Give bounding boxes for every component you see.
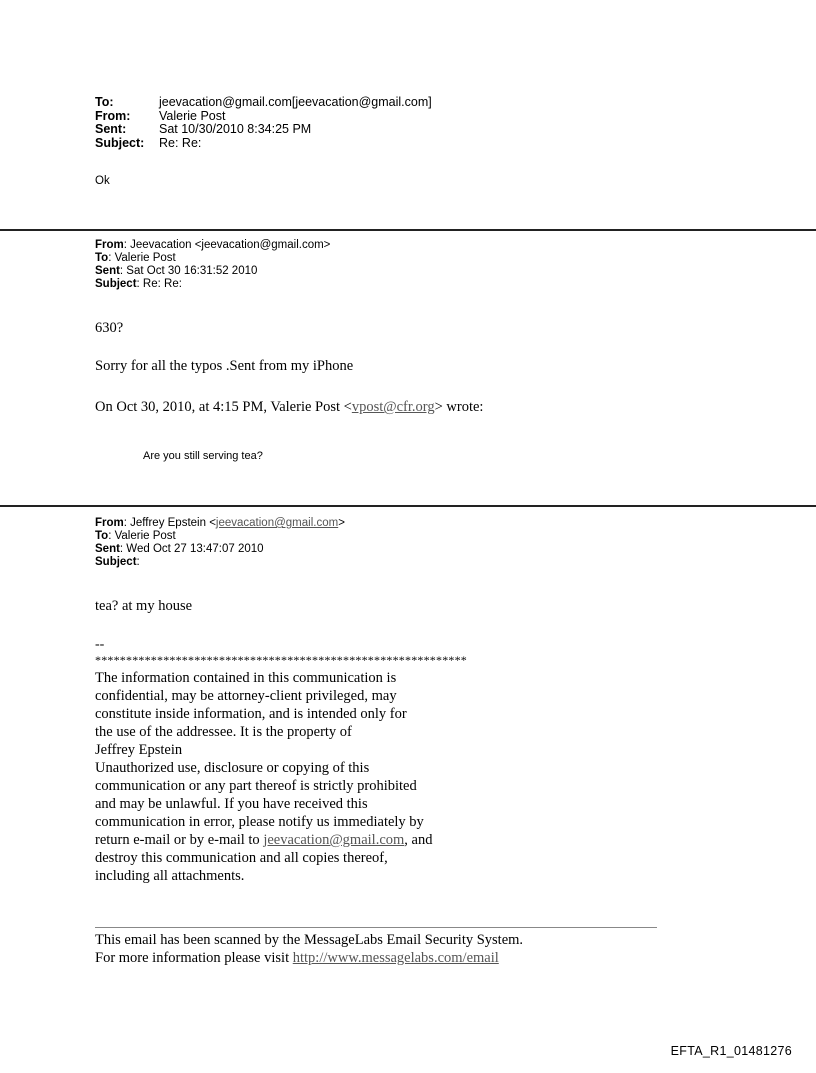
separator-rule (0, 229, 816, 231)
email3-header (95, 517, 345, 569)
to-label: To: (95, 95, 114, 109)
from-value: : Jeffrey Epstein < (123, 517, 216, 529)
scan-notice (95, 931, 523, 967)
scan-line: This email has been scanned by the MessageLabs Email Security System. (95, 932, 524, 948)
email1-header (95, 96, 432, 150)
from-value: Valerie Post (159, 108, 226, 123)
from-value-suffix: > (338, 517, 345, 529)
disclaimer-line: Jeffrey Epstein (95, 742, 183, 758)
email2-header (95, 239, 330, 291)
email1-body: Ok (95, 175, 110, 187)
document-id: EFTA_R1_01481276 (670, 1044, 792, 1058)
disclaimer-line: Unauthorized use, disclosure or copying of this (95, 760, 370, 776)
disclaimer-text: , and (404, 832, 433, 848)
disclaimer (95, 669, 515, 885)
disclaimer-line (95, 831, 515, 849)
sent-row (95, 123, 432, 137)
email3-body: tea? at my house (95, 598, 193, 614)
scan-divider (95, 927, 657, 928)
email3-subject-row (95, 556, 345, 569)
subject-label: Subject (95, 556, 137, 568)
from-value: : Jeevacation <jeevacation@gmail.com> (123, 239, 331, 251)
to-label: To (95, 530, 109, 542)
email2-body-line1: 630? (95, 320, 124, 336)
subject-row (95, 137, 432, 151)
email2-from-row (95, 239, 330, 252)
separator-rule (0, 505, 816, 507)
email2-quote-intro (95, 399, 483, 416)
disclaimer-email-link[interactable]: jeevacation@gmail.com (263, 832, 405, 848)
sent-value: Sat 10/30/2010 8:34:25 PM (159, 122, 312, 136)
disclaimer-text: return e-mail or by e-mail to (95, 832, 264, 848)
email2-subject-row (95, 278, 330, 291)
to-row (95, 96, 432, 110)
to-label: To (95, 252, 109, 264)
from-label: From: (95, 108, 131, 123)
sent-label: Sent: (95, 122, 127, 136)
disclaimer-line: confidential, may be attorney-client privileged, may (95, 688, 397, 704)
sent-label: Sent (95, 265, 120, 277)
subject-value: : (136, 556, 140, 568)
messagelabs-link[interactable]: http://www.messagelabs.com/email (292, 950, 499, 966)
disclaimer-line: communication or any part thereof is strictly prohibited (95, 778, 417, 794)
to-value: : Valerie Post (108, 252, 176, 264)
quote-intro-suffix: > wrote: (434, 399, 484, 415)
subject-label: Subject: (95, 135, 145, 150)
disclaimer-line: destroy this communication and all copies thereof, (95, 850, 388, 866)
disclaimer-line: the use of the addressee. It is the property of (95, 724, 352, 740)
sent-label: Sent (95, 543, 120, 555)
disclaimer-line: including all attachments. (95, 868, 245, 884)
subject-value: : Re: Re: (136, 278, 182, 290)
to-value: : Valerie Post (108, 530, 176, 542)
email2-to-row (95, 252, 330, 265)
to-value: jeevacation@gmail.com[jeevacation@gmail.com] (159, 95, 432, 109)
disclaimer-line: constitute inside information, and is intended only for (95, 706, 407, 722)
scan-text: For more information please visit (95, 950, 293, 966)
quote-email-link[interactable]: vpost@cfr.org (351, 399, 435, 415)
sent-value: : Wed Oct 27 13:47:07 2010 (119, 543, 264, 555)
disclaimer-line: The information contained in this communication is (95, 670, 397, 686)
disclaimer-line: and may be unlawful. If you have received this (95, 796, 368, 812)
email2-body-line2: Sorry for all the typos .Sent from my iPhone (95, 358, 354, 374)
subject-value: Re: Re: (159, 135, 202, 150)
email2-sent-row (95, 265, 330, 278)
email3-to-row (95, 530, 345, 543)
sent-value: : Sat Oct 30 16:31:52 2010 (119, 265, 258, 277)
disclaimer-line: communication in error, please notify us immediately by (95, 814, 424, 830)
scan-line (95, 949, 523, 967)
email2-quoted-text: Are you still serving tea? (143, 450, 263, 462)
signature-stars: ************************************************************ (95, 653, 467, 667)
from-label: From (95, 239, 124, 251)
subject-label: Subject (95, 278, 137, 290)
email3-sent-row (95, 543, 345, 556)
email3-from-row (95, 517, 345, 530)
from-row (95, 110, 432, 124)
from-label: From (95, 517, 124, 529)
signature-dash: -- (95, 637, 105, 652)
from-email-link[interactable]: jeevacation@gmail.com (215, 517, 339, 529)
quote-intro-text: On Oct 30, 2010, at 4:15 PM, Valerie Post < (95, 399, 352, 415)
